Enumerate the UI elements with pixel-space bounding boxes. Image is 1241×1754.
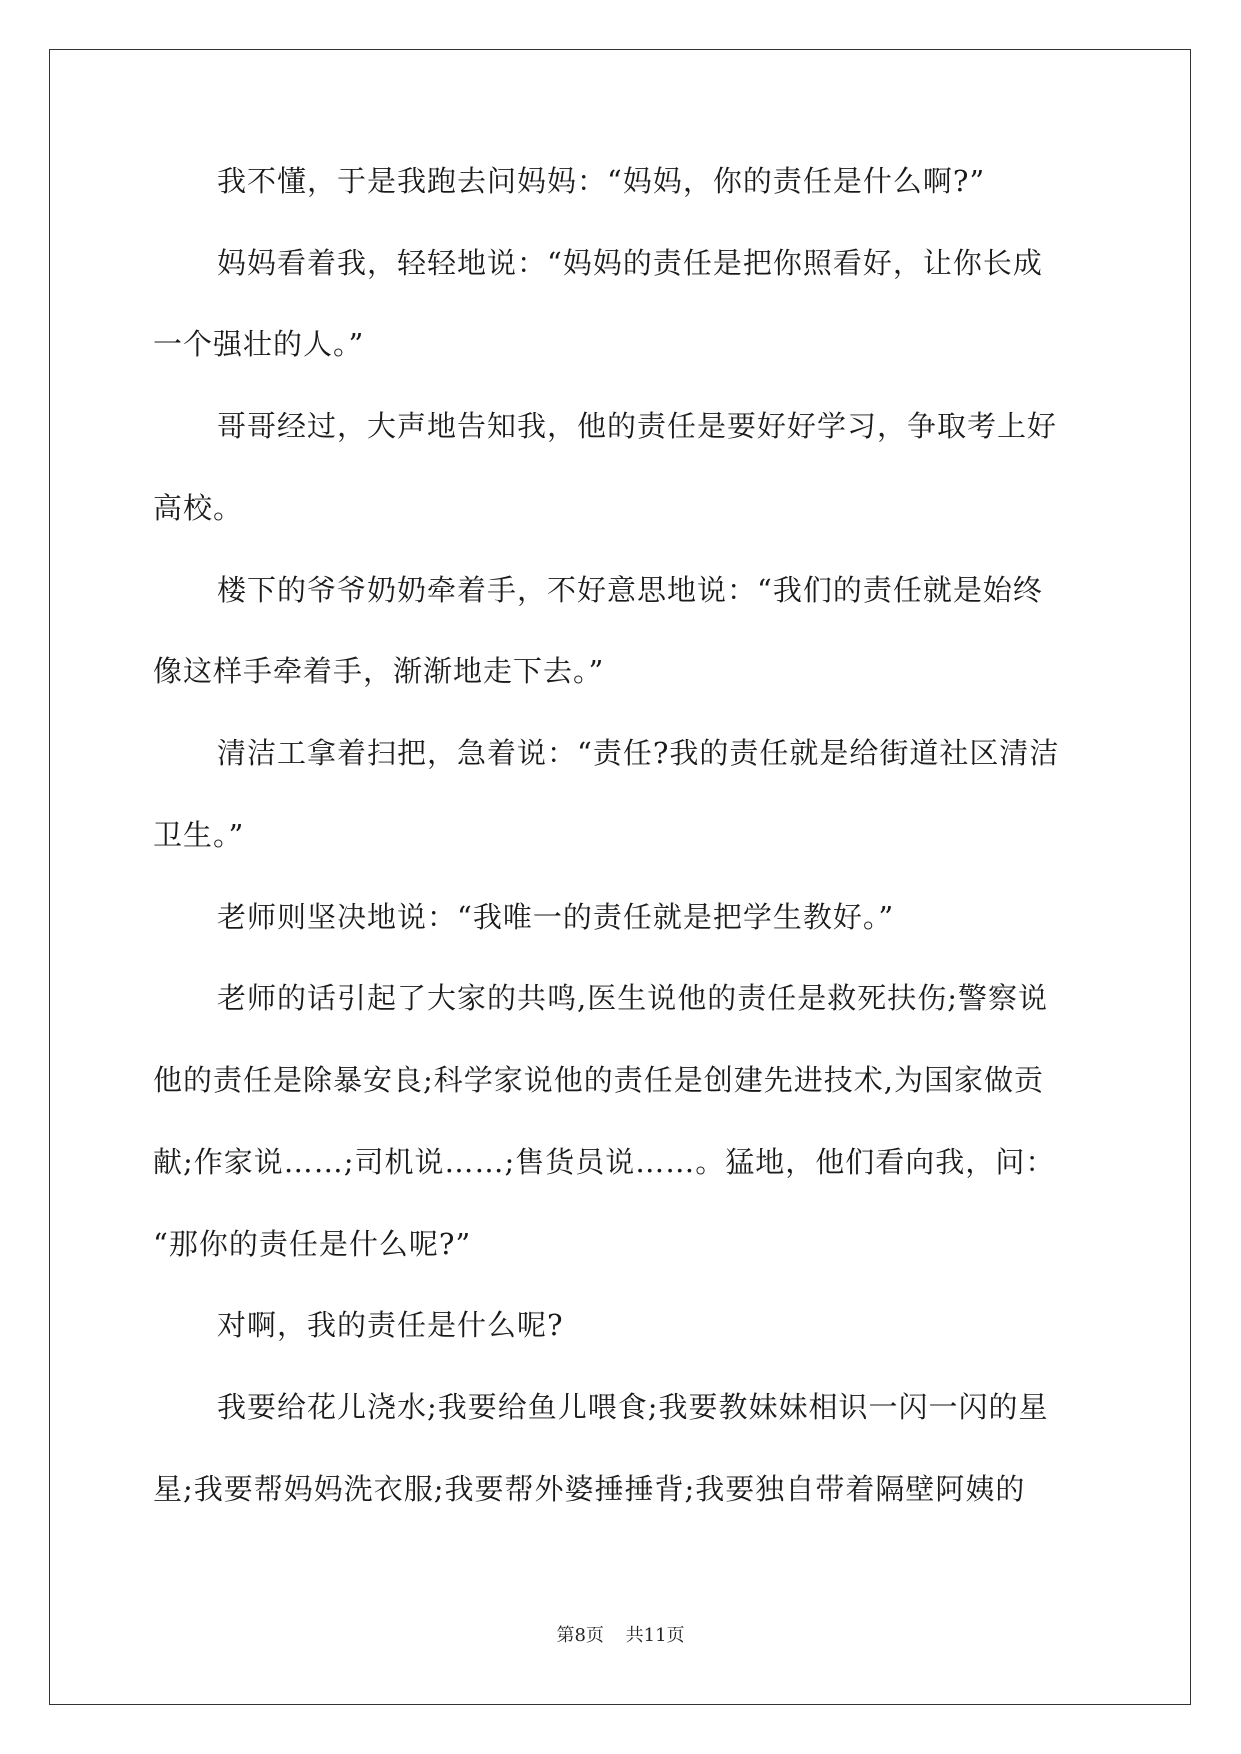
paragraph-line: 对啊，我的责任是什么呢? (217, 1308, 564, 1342)
paragraph-line: 高校。 (153, 491, 244, 525)
page-number: 第8页 (556, 1625, 604, 1646)
paragraph-line: 一个强壮的人。” (153, 327, 365, 361)
page-total: 共11页 (625, 1625, 685, 1646)
paragraph-line: 献;作家说……;司机说……;售货员说……。猛地，他们看向我，问： (153, 1145, 1056, 1179)
paragraph-line: 我不懂，于是我跑去问妈妈：“妈妈，你的责任是什么啊?” (217, 164, 986, 198)
paragraph-line: 卫生。” (153, 818, 245, 852)
paragraph-line: 妈妈看着我，轻轻地说：“妈妈的责任是把你照看好，让你长成 (217, 246, 1043, 280)
paragraph-line: 老师的话引起了大家的共鸣,医生说他的责任是救死扶伤;警察说 (217, 981, 1048, 1015)
paragraph-line: 哥哥经过，大声地告知我，他的责任是要好好学习，争取考上好 (217, 409, 1058, 443)
paragraph-line: “那你的责任是什么呢?” (153, 1227, 472, 1261)
page-footer (0, 1624, 1241, 1648)
paragraph-line: 清洁工拿着扫把，急着说：“责任?我的责任就是给街道社区清洁 (217, 736, 1060, 770)
paragraph-line: 他的责任是除暴安良;科学家说他的责任是创建先进技术,为国家做贡 (153, 1063, 1044, 1097)
paragraph-line: 星;我要帮妈妈洗衣服;我要帮外婆捶捶背;我要独自带着隔壁阿姨的 (153, 1472, 1026, 1506)
paragraph-line: 我要给花儿浇水;我要给鱼儿喂食;我要教妹妹相识一闪一闪的星 (217, 1390, 1049, 1424)
paragraph-line: 像这样手牵着手，渐渐地走下去。” (153, 654, 605, 688)
paragraph-line: 老师则坚决地说：“我唯一的责任就是把学生教好。” (217, 900, 895, 934)
paragraph-line: 楼下的爷爷奶奶牵着手，不好意思地说：“我们的责任就是始终 (217, 573, 1043, 607)
page-border (49, 49, 1191, 1705)
